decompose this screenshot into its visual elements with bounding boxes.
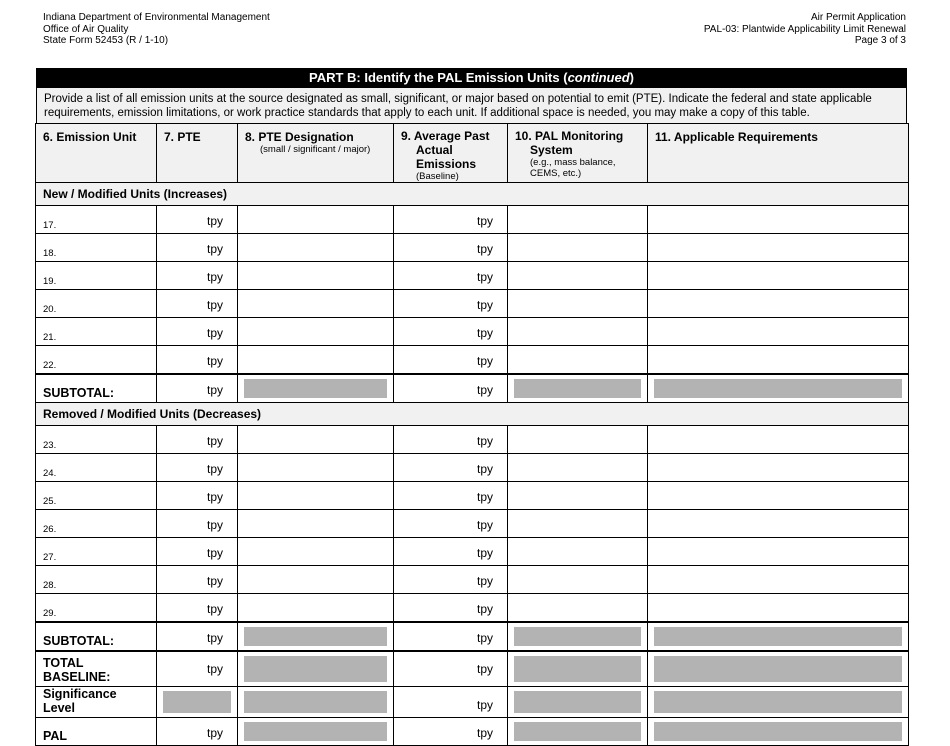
requirements-cell[interactable] — [648, 206, 909, 234]
requirements-cell[interactable] — [648, 538, 909, 566]
emission-unit-cell[interactable]: 20. — [36, 290, 157, 318]
table-row — [36, 538, 909, 566]
table-row — [36, 566, 909, 594]
baseline-cell[interactable]: tpy — [394, 454, 508, 482]
emission-unit-cell[interactable]: 22. — [36, 346, 157, 375]
pte-total-cell[interactable]: tpy — [157, 622, 238, 651]
pte-designation-cell[interactable] — [238, 454, 394, 482]
requirements-shaded-cell — [648, 651, 909, 687]
requirements-shaded-cell — [648, 374, 909, 403]
emission-unit-cell[interactable]: 21. — [36, 318, 157, 346]
pte-designation-cell[interactable] — [238, 566, 394, 594]
table-row — [36, 426, 909, 454]
pte-cell[interactable]: tpy — [157, 566, 238, 594]
requirements-cell[interactable] — [648, 454, 909, 482]
emission-unit-cell[interactable]: 29. — [36, 594, 157, 623]
col-average-past-actual: 9. Average Past Actual Emissions (Baseline) — [394, 124, 508, 183]
monitoring-cell[interactable] — [508, 454, 648, 482]
monitoring-shaded-cell — [508, 374, 648, 403]
requirements-cell[interactable] — [648, 426, 909, 454]
table-row — [36, 262, 909, 290]
emission-unit-cell[interactable]: 26. — [36, 510, 157, 538]
monitoring-cell[interactable] — [508, 346, 648, 375]
page-number: Page 3 of 3 — [854, 35, 906, 46]
requirements-cell[interactable] — [648, 510, 909, 538]
col-pal-monitoring: 10. PAL Monitoring System (e.g., mass balance, CEMS, etc.) — [508, 124, 648, 183]
row-label: SUBTOTAL: — [36, 374, 157, 403]
pte-cell[interactable]: tpy — [157, 426, 238, 454]
monitoring-cell[interactable] — [508, 594, 648, 623]
emission-unit-cell[interactable]: 28. — [36, 566, 157, 594]
instructions: Provide a list of all emission units at the source designated as small, significant, or major based on potential to emit (PTE). Indicate the federal and state applicable requirements, emission limitations, or work practice standards that apply to each unit. If additional space is needed, you may make a copy of this table. — [36, 88, 907, 123]
monitoring-cell[interactable] — [508, 234, 648, 262]
row-label: PAL — [36, 718, 157, 746]
pte-cell[interactable]: tpy — [157, 290, 238, 318]
document-type: Air Permit Application — [810, 12, 906, 23]
pte-designation-cell[interactable] — [238, 290, 394, 318]
baseline-cell[interactable]: tpy — [394, 538, 508, 566]
form-title: PAL-03: Plantwide Applicability Limit Renewal — [703, 23, 906, 35]
significance-level-row — [36, 687, 909, 718]
requirements-cell[interactable] — [648, 318, 909, 346]
table-row — [36, 454, 909, 482]
subtotal-decreases-row — [36, 622, 909, 651]
baseline-cell[interactable]: tpy — [394, 482, 508, 510]
row-label: TOTAL BASELINE: — [36, 651, 157, 687]
emission-unit-cell[interactable]: 25. — [36, 482, 157, 510]
emission-unit-cell[interactable]: 23. — [36, 426, 157, 454]
requirements-cell[interactable] — [648, 234, 909, 262]
designation-shaded-cell — [238, 687, 394, 718]
col-emission-unit: 6. Emission Unit — [36, 124, 157, 183]
monitoring-cell[interactable] — [508, 566, 648, 594]
table-row — [36, 346, 909, 375]
monitoring-cell[interactable] — [508, 262, 648, 290]
designation-shaded-cell — [238, 718, 394, 746]
emission-unit-cell[interactable]: 27. — [36, 538, 157, 566]
monitoring-shaded-cell — [508, 622, 648, 651]
col-pte: 7. PTE — [157, 124, 238, 183]
table-row — [36, 510, 909, 538]
table-row — [36, 318, 909, 346]
pte-designation-cell[interactable] — [238, 594, 394, 623]
pte-designation-cell[interactable] — [238, 510, 394, 538]
requirements-cell[interactable] — [648, 482, 909, 510]
pte-cell[interactable]: tpy — [157, 482, 238, 510]
pte-cell[interactable]: tpy — [157, 594, 238, 623]
table-row — [36, 206, 909, 234]
monitoring-cell[interactable] — [508, 482, 648, 510]
baseline-total-cell[interactable]: tpy — [394, 622, 508, 651]
requirements-cell[interactable] — [648, 290, 909, 318]
requirements-cell[interactable] — [648, 566, 909, 594]
pte-designation-cell[interactable] — [238, 234, 394, 262]
designation-shaded-cell — [238, 622, 394, 651]
monitoring-cell[interactable] — [508, 206, 648, 234]
pte-designation-cell[interactable] — [238, 538, 394, 566]
pte-designation-cell[interactable] — [238, 206, 394, 234]
baseline-cell[interactable]: tpy — [394, 206, 508, 234]
office-name: Office of Air Quality — [43, 23, 129, 35]
emission-unit-cell[interactable]: 18. — [36, 234, 157, 262]
table-row — [36, 290, 909, 318]
pte-cell[interactable]: tpy — [157, 206, 238, 234]
baseline-cell[interactable]: tpy — [394, 426, 508, 454]
emission-units-table — [35, 123, 909, 746]
monitoring-cell[interactable] — [508, 318, 648, 346]
pte-total-cell[interactable]: tpy — [157, 374, 238, 403]
baseline-total-cell[interactable]: tpy — [394, 651, 508, 687]
pte-cell[interactable]: tpy — [157, 346, 238, 375]
baseline-cell[interactable]: tpy — [394, 318, 508, 346]
pte-designation-cell[interactable] — [238, 346, 394, 375]
baseline-total-cell[interactable]: tpy — [394, 374, 508, 403]
baseline-cell[interactable]: tpy — [394, 290, 508, 318]
total-baseline-row — [36, 651, 909, 687]
designation-shaded-cell — [238, 374, 394, 403]
pte-cell[interactable]: tpy — [157, 454, 238, 482]
baseline-cell[interactable]: tpy — [394, 510, 508, 538]
table-row — [36, 482, 909, 510]
section-increases: New / Modified Units (Increases) — [36, 183, 909, 206]
pte-cell[interactable]: tpy — [157, 234, 238, 262]
monitoring-shaded-cell — [508, 651, 648, 687]
pte-designation-cell[interactable] — [238, 318, 394, 346]
row-label: SUBTOTAL: — [36, 622, 157, 651]
pte-cell[interactable]: tpy — [157, 510, 238, 538]
col-applicable-requirements: 11. Applicable Requirements — [648, 124, 909, 183]
emission-unit-cell[interactable]: 24. — [36, 454, 157, 482]
row-label: Significance Level — [36, 687, 157, 718]
baseline-cell[interactable]: tpy — [394, 262, 508, 290]
agency-name: Indiana Department of Environmental Management — [43, 12, 270, 23]
pte-cell[interactable]: tpy — [157, 262, 238, 290]
pte-cell[interactable]: tpy — [157, 318, 238, 346]
requirements-cell[interactable] — [648, 262, 909, 290]
monitoring-cell[interactable] — [508, 538, 648, 566]
monitoring-cell[interactable] — [508, 426, 648, 454]
header-left — [43, 12, 270, 47]
pte-total-cell[interactable]: tpy — [157, 718, 238, 746]
pte-total-cell[interactable]: tpy — [157, 651, 238, 687]
baseline-cell[interactable]: tpy — [394, 234, 508, 262]
requirements-cell[interactable] — [648, 594, 909, 623]
requirements-shaded-cell — [648, 718, 909, 746]
pal-emission-units-form — [36, 68, 907, 746]
pte-designation-cell[interactable] — [238, 262, 394, 290]
table-row — [36, 234, 909, 262]
baseline-cell[interactable]: tpy — [394, 594, 508, 623]
table-row — [36, 594, 909, 623]
monitoring-cell[interactable] — [508, 290, 648, 318]
baseline-cell[interactable]: tpy — [394, 346, 508, 375]
pte-shaded-cell — [157, 687, 238, 718]
section-title: PART B: Identify the PAL Emission Units (continued) — [36, 68, 907, 88]
monitoring-cell[interactable] — [508, 510, 648, 538]
emission-unit-cell[interactable]: 19. — [36, 262, 157, 290]
header-right — [704, 12, 906, 47]
baseline-total-cell[interactable]: tpy — [394, 718, 508, 746]
pal-row — [36, 718, 909, 746]
baseline-cell[interactable]: tpy — [394, 566, 508, 594]
designation-shaded-cell — [238, 651, 394, 687]
monitoring-shaded-cell — [508, 687, 648, 718]
emission-unit-cell[interactable]: 17. — [36, 206, 157, 234]
form-number: State Form 52453 (R / 1-10) — [43, 35, 169, 46]
subtotal-increases-row — [36, 374, 909, 403]
requirements-shaded-cell — [648, 622, 909, 651]
baseline-total-cell[interactable]: tpy — [394, 687, 508, 718]
pte-designation-cell[interactable] — [238, 482, 394, 510]
col-pte-designation: 8. PTE Designation (small / significant / major) — [238, 124, 394, 183]
requirements-shaded-cell — [648, 687, 909, 718]
requirements-cell[interactable] — [648, 346, 909, 375]
pte-cell[interactable]: tpy — [157, 538, 238, 566]
pte-designation-cell[interactable] — [238, 426, 394, 454]
monitoring-shaded-cell — [508, 718, 648, 746]
section-decreases: Removed / Modified Units (Decreases) — [36, 403, 909, 426]
